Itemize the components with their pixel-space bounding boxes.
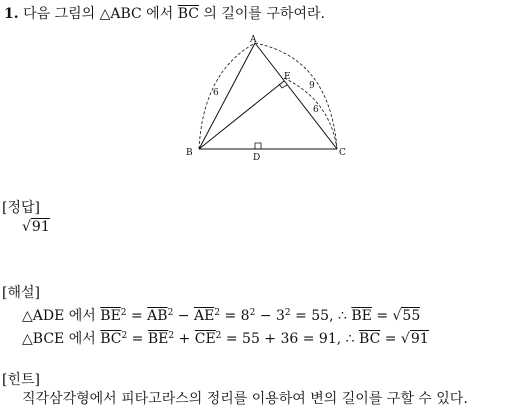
vertex-c: C <box>339 148 346 158</box>
solution-line-1: △ADE 에서 $\overline{BE}^2 = \overline{AB}^2 - \overline{AE}^2 = 8^2 - 3^2 = 55$, ∴ $\overline{BE} = √55$ <box>22 308 421 324</box>
radical: √91 <box>22 219 50 235</box>
radical: √55 <box>392 308 421 324</box>
solution-heading: [해설] <box>2 285 40 301</box>
problem-segment: $\overline{BC}$ <box>177 6 199 22</box>
hint-text: 직각삼각형에서 피타고라스의 정리를 이용하여 변의 길이를 구할 수 있다. <box>22 391 468 407</box>
length-label-ec: 6 <box>313 105 319 115</box>
length-label-ab: 6 <box>213 88 219 98</box>
problem-text-before: 다음 그림의 △ABC 에서 <box>23 6 174 22</box>
radical: √91 <box>400 331 429 347</box>
vertex-e: E <box>284 72 291 82</box>
side-ab <box>199 43 255 149</box>
vertex-b: B <box>186 148 193 158</box>
answer-value <box>22 219 50 235</box>
length-label-ac: 9 <box>309 81 315 91</box>
answer-heading: [정답] <box>2 200 40 216</box>
problem-text-after: 의 길이를 구하여라. <box>203 6 325 22</box>
vertex-a: A <box>250 35 257 45</box>
vertex-d: D <box>253 153 261 163</box>
right-angle-mark-d <box>255 143 261 149</box>
problem-number: 1. <box>4 6 19 22</box>
segment-be <box>199 81 284 149</box>
hint-heading: [힌트] <box>2 372 40 388</box>
solution-line-2: △BCE 에서 $\overline{BC}^2 = \overline{BE}^2 + \overline{CE}^2 = 55 + 36 = 91$, ∴ $\overline{BC} = √91$ <box>22 331 429 347</box>
